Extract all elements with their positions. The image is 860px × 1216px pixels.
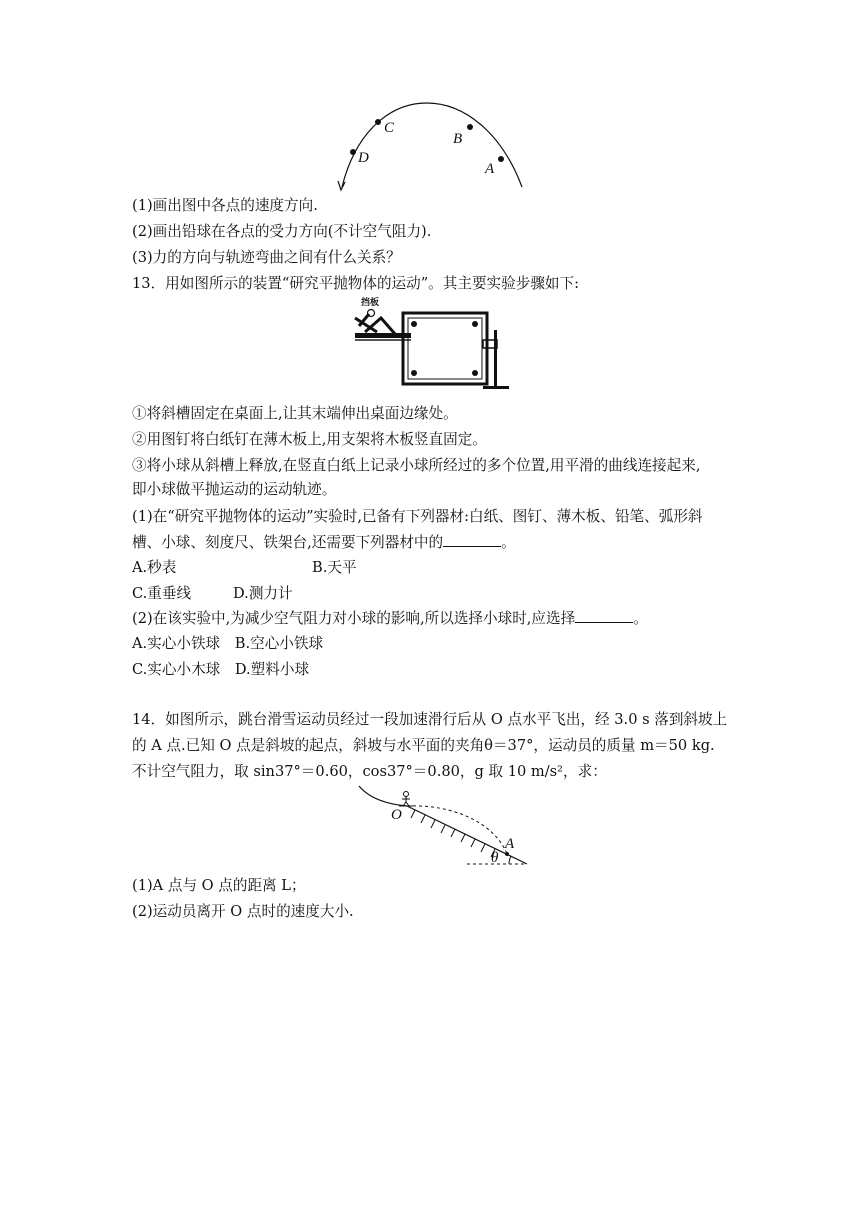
q13-sub1-line2	[132, 532, 516, 553]
apparatus-figure	[355, 296, 515, 392]
angle-arc	[509, 856, 511, 864]
label-d: D	[358, 150, 369, 166]
chute	[355, 314, 395, 334]
q13-option-c: C.重垂线	[132, 585, 192, 602]
q13-sub2-end: 。	[633, 610, 648, 627]
label-o: O	[391, 807, 402, 823]
slope-line	[407, 806, 527, 864]
q13-sub1-end: 。	[501, 534, 516, 551]
baffle-label: 挡板	[361, 298, 380, 308]
point-b	[467, 124, 473, 130]
point-d	[350, 149, 356, 155]
pin-3	[411, 370, 417, 376]
answer-blank	[575, 608, 633, 623]
q14-stem-1: 14．如图所示，跳台滑雪运动员经过一段加速滑行后从 O 点水平飞出，经 3.0 s 落到斜坡上	[132, 711, 728, 728]
trajectory-curve	[342, 103, 522, 187]
label-a: A	[485, 161, 495, 177]
ramp-curve	[359, 786, 407, 806]
slope-hatching	[411, 810, 495, 857]
q13-sub2-options-ab: A.实心小铁球 B.空心小铁球	[132, 635, 324, 652]
q13-sub1-line1: (1)在“研究平抛物体的运动”实验时,已备有下列器材:白纸、图钉、薄木板、铅笔、弧形斜	[132, 508, 703, 525]
q14-item-2: (2)运动员离开 O 点时的速度大小.	[132, 903, 354, 920]
q13-sub2-options-cd: C.实心小木球 D.塑料小球	[132, 661, 310, 678]
label-theta: θ	[491, 850, 499, 866]
trajectory-figure	[330, 95, 530, 195]
skier-icon	[399, 792, 413, 807]
point-a	[498, 156, 504, 162]
point-a	[505, 852, 509, 856]
q13-step-3-cont: 即小球做平抛运动的运动轨迹。	[132, 481, 337, 498]
q14-item-1: (1)A 点与 O 点的距离 L；	[132, 877, 306, 894]
q12-item-2: (2)画出铅球在各点的受力方向(不计空气阻力).	[132, 223, 432, 240]
pin-4	[472, 370, 478, 376]
q13-sub1-text: 槽、小球、刻度尺、铁架台,还需要下列器材中的	[132, 534, 444, 551]
q13-option-a: A.秒表	[132, 559, 177, 576]
board-inner	[408, 318, 482, 379]
q13-sub2-text: (2)在该实验中,为减少空气阻力对小球的影响,所以选择小球时,应选择	[132, 610, 576, 627]
pin-2	[472, 321, 478, 327]
answer-blank	[443, 532, 501, 547]
q13-step-2: ②用图钉将白纸钉在薄木板上,用支架将木板竖直固定。	[132, 431, 487, 448]
q12-item-3: (3)力的方向与轨迹弯曲之间有什么关系？	[132, 249, 401, 266]
stand-base	[483, 386, 509, 389]
label-b: B	[453, 131, 463, 147]
ski-jump-figure	[355, 784, 535, 870]
q13-option-b: B.天平	[312, 559, 357, 576]
point-c	[375, 119, 381, 125]
q13-sub2-line	[132, 608, 648, 629]
pin-1	[411, 321, 417, 327]
stand-pole	[494, 330, 497, 388]
q12-item-1: (1)画出图中各点的速度方向.	[132, 197, 318, 214]
label-a: A	[505, 836, 515, 852]
q13-stem: 13．用如图所示的装置“研究平抛物体的运动”。其主要实验步骤如下:	[132, 275, 580, 292]
q13-step-1: ①将斜槽固定在桌面上,让其末端伸出桌面边缘处。	[132, 405, 458, 422]
label-c: C	[384, 120, 395, 136]
arrow-head	[338, 181, 345, 190]
q13-option-d: D.测力计	[233, 585, 293, 602]
q14-stem-3: 不计空气阻力，取 sin37°＝0.60，cos37°＝0.80，g 取 10 m/s²，求：	[132, 763, 607, 780]
q14-stem-2: 的 A 点.已知 O 点是斜坡的起点，斜坡与水平面的夹角θ＝37°，运动员的质量 m＝50 kg.	[132, 737, 715, 754]
q13-step-3: ③将小球从斜槽上释放,在竖直白纸上记录小球所经过的多个位置,用平滑的曲线连接起来,	[132, 457, 701, 474]
